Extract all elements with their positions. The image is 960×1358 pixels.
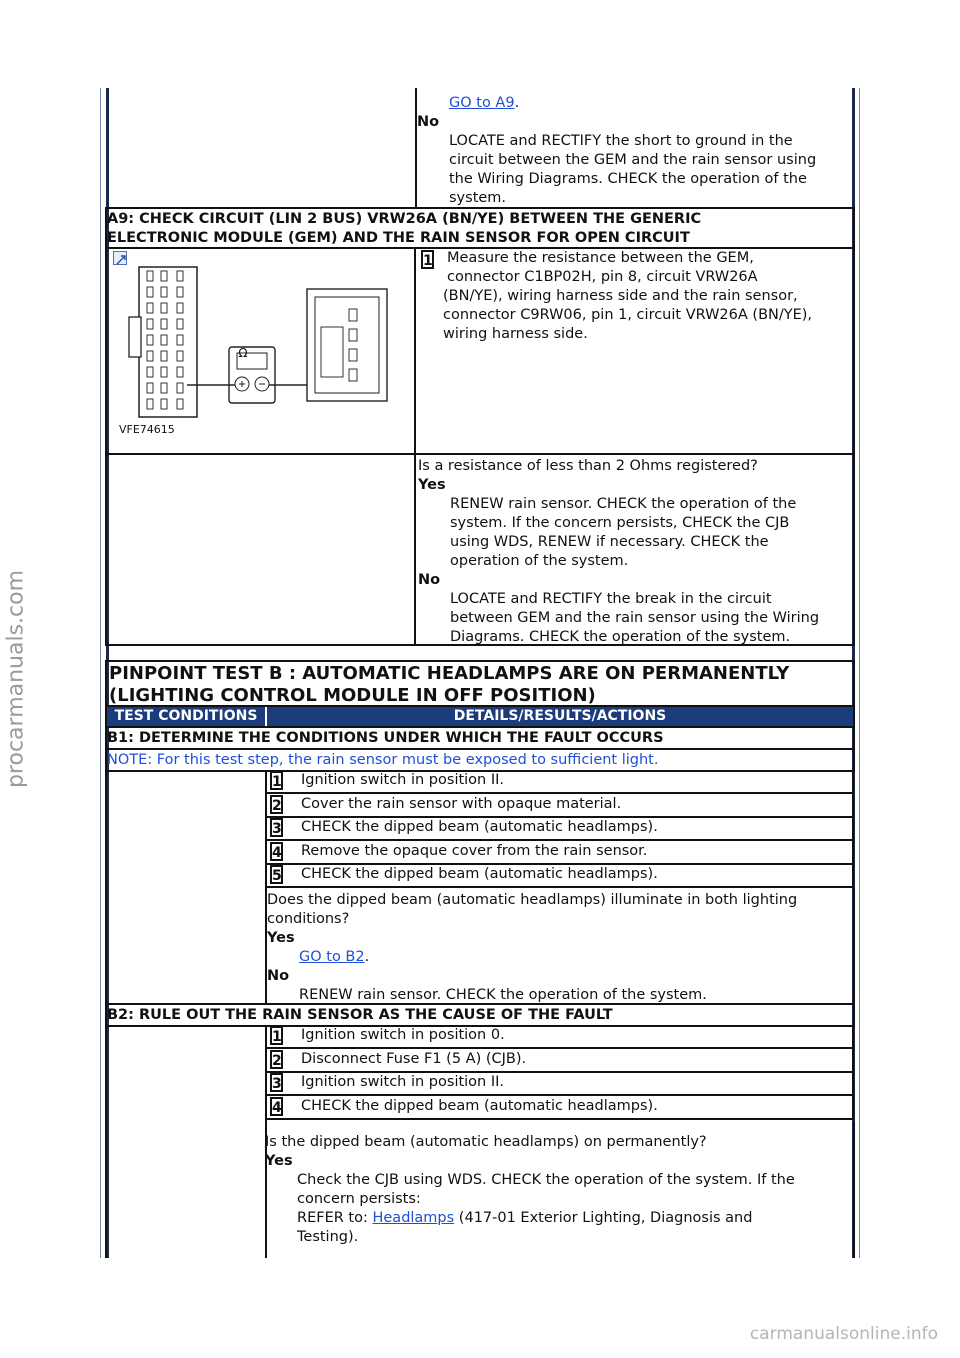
b2-result-cell <box>265 1121 855 1258</box>
step-text: Cover the rain sensor with opaque material. <box>301 795 622 812</box>
a9-yes-label: Yes <box>418 477 446 493</box>
b2-step-row <box>265 1072 854 1096</box>
a9-no-text: Diagrams. CHECK the operation of the system. <box>450 629 791 645</box>
a9-question: Is a resistance of less than 2 Ohms registered? <box>418 458 758 474</box>
a9-yes-text: operation of the system. <box>450 553 629 569</box>
ohm-symbol: Ω <box>238 346 248 360</box>
b2-step-row <box>265 1096 854 1120</box>
step-text: Disconnect Fuse F1 (5 A) (CJB). <box>301 1050 527 1067</box>
refer-prefix: REFER to: <box>297 1210 373 1226</box>
b2-yes-text: Testing). <box>297 1229 359 1245</box>
page-left-rule <box>100 88 101 1258</box>
b2-yes-text: concern persists: <box>297 1191 421 1207</box>
b2-question: Is the dipped beam (automatic headlamps) on permanently? <box>265 1134 707 1150</box>
headlamps-link[interactable]: Headlamps <box>372 1210 455 1226</box>
b2-yes-label: Yes <box>265 1153 293 1169</box>
goto-suffix: . <box>514 95 520 111</box>
b1-step-row <box>265 817 854 841</box>
a9-no-text: LOCATE and RECTIFY the break in the circuit <box>450 591 772 607</box>
step-text: Ignition switch in position II. <box>301 1074 505 1091</box>
a9-no-text: between GEM and the rain sensor using the Wiring <box>450 610 820 626</box>
step-number: 3 <box>270 1073 283 1092</box>
b1-note: NOTE: For this test step, the rain sensor must be exposed to sufficient light. <box>105 750 855 772</box>
side-watermark <box>0 0 36 1358</box>
step-number-1: 1 <box>421 250 434 269</box>
b1-step-row <box>265 770 854 794</box>
step-text: Ignition switch in position II. <box>301 772 505 788</box>
pinpoint-b-header <box>105 660 855 707</box>
b1-step-row <box>265 794 854 818</box>
col-details-results: DETAILS/RESULTS/ACTIONS <box>267 707 853 726</box>
b2-step-row <box>265 1049 854 1073</box>
image-code: VFE74615 <box>119 423 175 436</box>
a9-step-line: Measure the resistance between the GEM, <box>447 250 754 266</box>
a8-no-text: LOCATE and RECTIFY the short to ground in the <box>449 133 793 149</box>
refer-suffix: (417-01 Exterior Lighting, Diagnosis and <box>454 1210 753 1226</box>
step-number: 1 <box>270 771 283 790</box>
wiring-diagram <box>117 257 407 447</box>
step-text: CHECK the dipped beam (automatic headlamps). <box>301 819 658 836</box>
a9-result-cell <box>414 453 855 646</box>
footer-watermark: carmanualsonline.info <box>749 1324 938 1344</box>
col-test-conditions: TEST CONDITIONS <box>107 707 265 726</box>
a9-step-line: connector C9RW06, pin 1, circuit VRW26A (BN/YE), <box>443 307 813 323</box>
b1-step-row <box>265 841 854 865</box>
a8-no-text: circuit between the GEM and the rain sensor using <box>449 152 817 168</box>
b1-title: B1: DETERMINE THE CONDITIONS UNDER WHICH THE FAULT OCCURS <box>105 728 855 750</box>
a9-step-text <box>443 249 852 344</box>
b1-no-text: RENEW rain sensor. CHECK the operation of the system. <box>299 987 707 1003</box>
page-right-rule <box>859 88 860 1258</box>
a8-tail <box>417 94 853 208</box>
b1-conditions-cell <box>105 772 267 1005</box>
a8-no-label: No <box>417 114 440 130</box>
step-number: 3 <box>270 818 283 837</box>
b1-step-row <box>265 864 854 888</box>
b2-yes-text: Check the CJB using WDS. CHECK the operation of the system. If the <box>297 1172 795 1188</box>
a9-title-line: ELECTRONIC MODULE (GEM) AND THE RAIN SENSOR FOR OPEN CIRCUIT <box>107 230 690 246</box>
step-number: 1 <box>270 1026 283 1045</box>
pinpoint-title-line: PINPOINT TEST B : AUTOMATIC HEADLAMPS ARE ON PERMANENTLY <box>109 663 790 684</box>
step-number: 2 <box>270 1050 283 1069</box>
side-watermark-text: procarmanuals.com <box>3 569 29 789</box>
column-header-row <box>105 707 855 728</box>
b1-question: conditions? <box>267 911 350 927</box>
a9-yes-text: system. If the concern persists, CHECK the CJB <box>450 515 790 531</box>
b2-conditions-cell <box>105 1027 267 1258</box>
step-text: Ignition switch in position 0. <box>301 1027 505 1043</box>
a9-result-left <box>105 453 416 646</box>
a9-step-line: (BN/YE), wiring harness side and the rain sensor, <box>443 288 798 304</box>
a9-step-cell <box>414 247 855 455</box>
a9-step-line: wiring harness side. <box>443 326 588 342</box>
step-number: 2 <box>270 795 283 814</box>
step-number: 4 <box>270 842 283 861</box>
a9-image-cell <box>105 247 416 455</box>
a9-title-line: A9: CHECK CIRCUIT (LIN 2 BUS) VRW26A (BN/YE) BETWEEN THE GENERIC <box>107 211 702 227</box>
b2-title: B2: RULE OUT THE RAIN SENSOR AS THE CAUSE OF THE FAULT <box>105 1005 855 1027</box>
a9-header <box>105 207 855 249</box>
b1-question: Does the dipped beam (automatic headlamps) illuminate in both lighting <box>267 892 798 908</box>
b1-no-label: No <box>267 968 290 984</box>
a8-no-text: system. <box>449 190 507 206</box>
step-number: 4 <box>270 1097 283 1116</box>
step-number: 5 <box>270 865 283 884</box>
goto-a9-link[interactable]: GO to A9 <box>449 95 515 111</box>
step-text: CHECK the dipped beam (automatic headlamps). <box>301 1097 658 1114</box>
image-code-label <box>119 423 189 437</box>
goto-suffix: . <box>364 949 370 965</box>
pinpoint-title-line: (LIGHTING CONTROL MODULE IN OFF POSITION) <box>109 685 596 706</box>
goto-b2-link[interactable]: GO to B2 <box>299 949 365 965</box>
step-text: Remove the opaque cover from the rain sensor. <box>301 842 648 859</box>
b1-yes-label: Yes <box>267 930 295 946</box>
step-text: CHECK the dipped beam (automatic headlamps). <box>301 866 658 883</box>
a9-yes-text: using WDS, RENEW if necessary. CHECK the <box>450 534 769 550</box>
a9-no-label: No <box>418 572 441 588</box>
b2-step-row <box>265 1025 854 1049</box>
a8-no-text: the Wiring Diagrams. CHECK the operation of the <box>449 171 807 187</box>
a9-yes-text: RENEW rain sensor. CHECK the operation of the <box>450 496 797 512</box>
a9-step-line: connector C1BP02H, pin 8, circuit VRW26A <box>447 269 758 285</box>
b1-result-cell <box>265 888 855 1005</box>
